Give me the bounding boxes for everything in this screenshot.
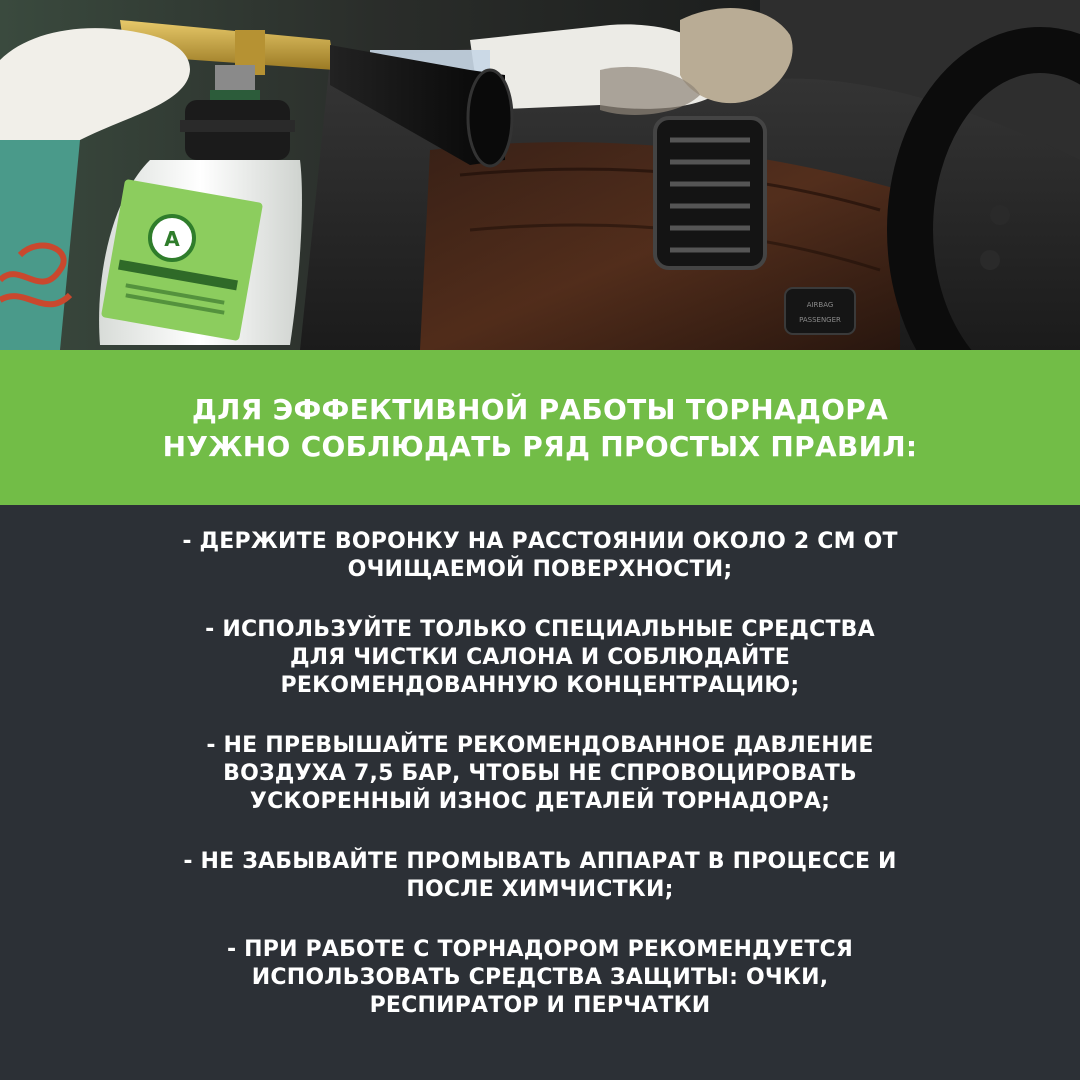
rule-special-products: - ИСПОЛЬЗУЙТЕ ТОЛЬКО СПЕЦИАЛЬНЫЕ СРЕДСТВА ДЛЯ ЧИСТКИ САЛОНА И СОБЛЮДАЙТЕ РЕКОМЕНДОВАННУЮ КОНЦЕНТРАЦИЮ;	[205, 617, 875, 698]
rule-air-pressure: - НЕ ПРЕВЫШАЙТЕ РЕКОМЕНДОВАННОЕ ДАВЛЕНИЕ ВОЗДУХА 7,5 БАР, ЧТОБЫ НЕ СПРОВОЦИРОВАТЬ УСКОРЕННЫЙ ИЗНОС ДЕТАЛЕЙ ТОРНАДОРА;	[206, 733, 874, 814]
rule-funnel-distance: - ДЕРЖИТЕ ВОРОНКУ НА РАССТОЯНИИ ОКОЛО 2 СМ ОТ ОЧИЩАЕМОЙ ПОВЕРХНОСТИ;	[182, 529, 898, 582]
svg-text:A: A	[164, 227, 180, 251]
hero-photo	[0, 0, 1080, 350]
rule-rinse-device: - НЕ ЗАБЫВАЙТЕ ПРОМЫВАТЬ АППАРАТ В ПРОЦЕССЕ И ПОСЛЕ ХИМЧИСТКИ;	[183, 849, 897, 902]
air-vent	[655, 118, 765, 268]
rules-list	[0, 505, 1080, 1080]
airbag-indicator	[785, 288, 855, 334]
rule-protective-gear: - ПРИ РАБОТЕ С ТОРНАДОРОМ РЕКОМЕНДУЕТСЯ ИСПОЛЬЗОВАТЬ СРЕДСТВА ЗАЩИТЫ: ОЧКИ, РЕСПИРАТОР И ПЕРЧАТКИ	[226, 937, 854, 1018]
svg-text:AIRBAG: AIRBAG	[806, 301, 834, 309]
car-interior-cleaning-illustration	[0, 0, 1080, 350]
heading-band	[0, 350, 1080, 505]
rules-heading: ДЛЯ ЭФФЕКТИВНОЙ РАБОТЫ ТОРНАДОРА НУЖНО СОБЛЮДАТЬ РЯД ПРОСТЫХ ПРАВИЛ:	[162, 392, 918, 463]
svg-text:PASSENGER: PASSENGER	[799, 316, 841, 324]
